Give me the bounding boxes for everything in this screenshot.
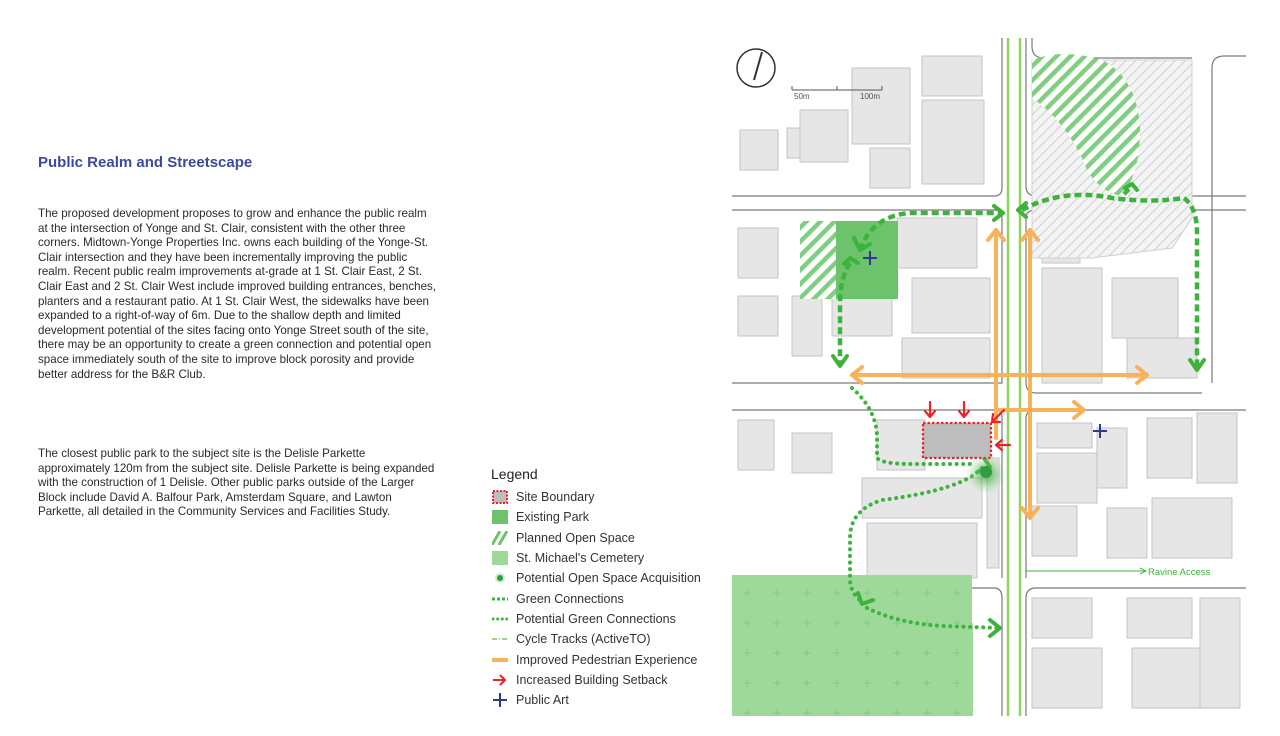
legend-item: [491, 609, 701, 629]
legend-item: [491, 568, 701, 588]
legend-title: Legend: [491, 466, 538, 482]
legend-label: Planned Open Space: [516, 530, 635, 545]
legend-item: [491, 528, 701, 548]
legend-label: Site Boundary: [516, 490, 595, 505]
site-boundary-swatch: [491, 490, 509, 504]
legend-item: [491, 690, 701, 710]
scale-label-50m: 50m: [794, 92, 810, 101]
legend-label: Cycle Tracks (ActiveTO): [516, 632, 651, 647]
setback-arrow: [491, 673, 509, 687]
legend-label: Existing Park: [516, 510, 589, 525]
body-paragraph-2: The closest public park to the subject site is the Delisle Parkette approximately 120m from the subject site. Delisle Parkette is being expanded with the construction of 1 Delisle. Other public parks outside of the Larger Block include David A. Balfour Park, Amsterdam Square, and Lawton Parkette, all detailed in the Community Services and Facilities Study.: [38, 447, 435, 519]
st-michaels-cemetery: [732, 575, 972, 716]
open-space-acquisition-dot: [491, 571, 509, 585]
legend-item: [491, 487, 701, 507]
legend-item: [491, 649, 701, 669]
legend-label: St. Michael's Cemetery: [516, 551, 645, 566]
body-paragraph-1: The proposed development proposes to grow and enhance the public realm at the intersection of Yonge and St. Clair, consistent with the other three corners. Midtown-Yonge Properties Inc. owns each building of the Yonge-St. Clair intersection and they have been incrementally improving the public realm. Recent public realm improvements at-grade at 1 St. Clair East, 2 St. Clair East and 2 St. Clair West include improved building entrances, benches, planters and a restaurant patio. At 1 St. Clair West, the sidewalks have been expanded to a right-of-way of 6m. Due to the shallow depth and limited development potential of the sites facing onto Yonge Street south of the site, there may be an opportunity to create a green connection and potential open space immediately south of the site to improve block porosity and provide better address for the B&R Club.: [38, 207, 437, 381]
legend-label: Green Connections: [516, 591, 624, 606]
legend-label: Improved Pedestrian Experience: [516, 652, 698, 667]
cemetery-swatch: [491, 551, 509, 565]
legend-label: Increased Building Setback: [516, 672, 668, 687]
legend-item: [491, 548, 701, 568]
st-michaels-cemetery-lower: [957, 623, 973, 716]
potential-open-space-acquisition-core: [980, 466, 992, 478]
legend-label: Potential Green Connections: [516, 611, 676, 626]
ravine-access-label: Ravine Access: [1148, 567, 1211, 578]
public-art-cross: [491, 693, 509, 707]
legend-item: [491, 629, 701, 649]
cycle-tracks-line: [491, 632, 509, 646]
north-arrow: [737, 49, 775, 87]
legend-item: [491, 670, 701, 690]
site-boundary: [923, 423, 991, 458]
legend-item: [491, 588, 701, 608]
potential-green-connections-line: [491, 612, 509, 626]
planned-open-space-swatch: [491, 531, 509, 545]
existing-park-swatch: [491, 510, 509, 524]
site-map: [732, 38, 1246, 716]
planned-open-space-nw: [800, 221, 836, 299]
page-heading: Public Realm and Streetscape: [38, 154, 253, 171]
legend-item: [491, 507, 701, 527]
pedestrian-line: [491, 653, 509, 667]
map-legend: [491, 466, 701, 710]
legend-label: Public Art: [516, 693, 569, 708]
green-connections-line: [491, 592, 509, 606]
legend-label: Potential Open Space Acquisition: [516, 571, 701, 586]
scale-label-100m: 100m: [860, 92, 881, 101]
